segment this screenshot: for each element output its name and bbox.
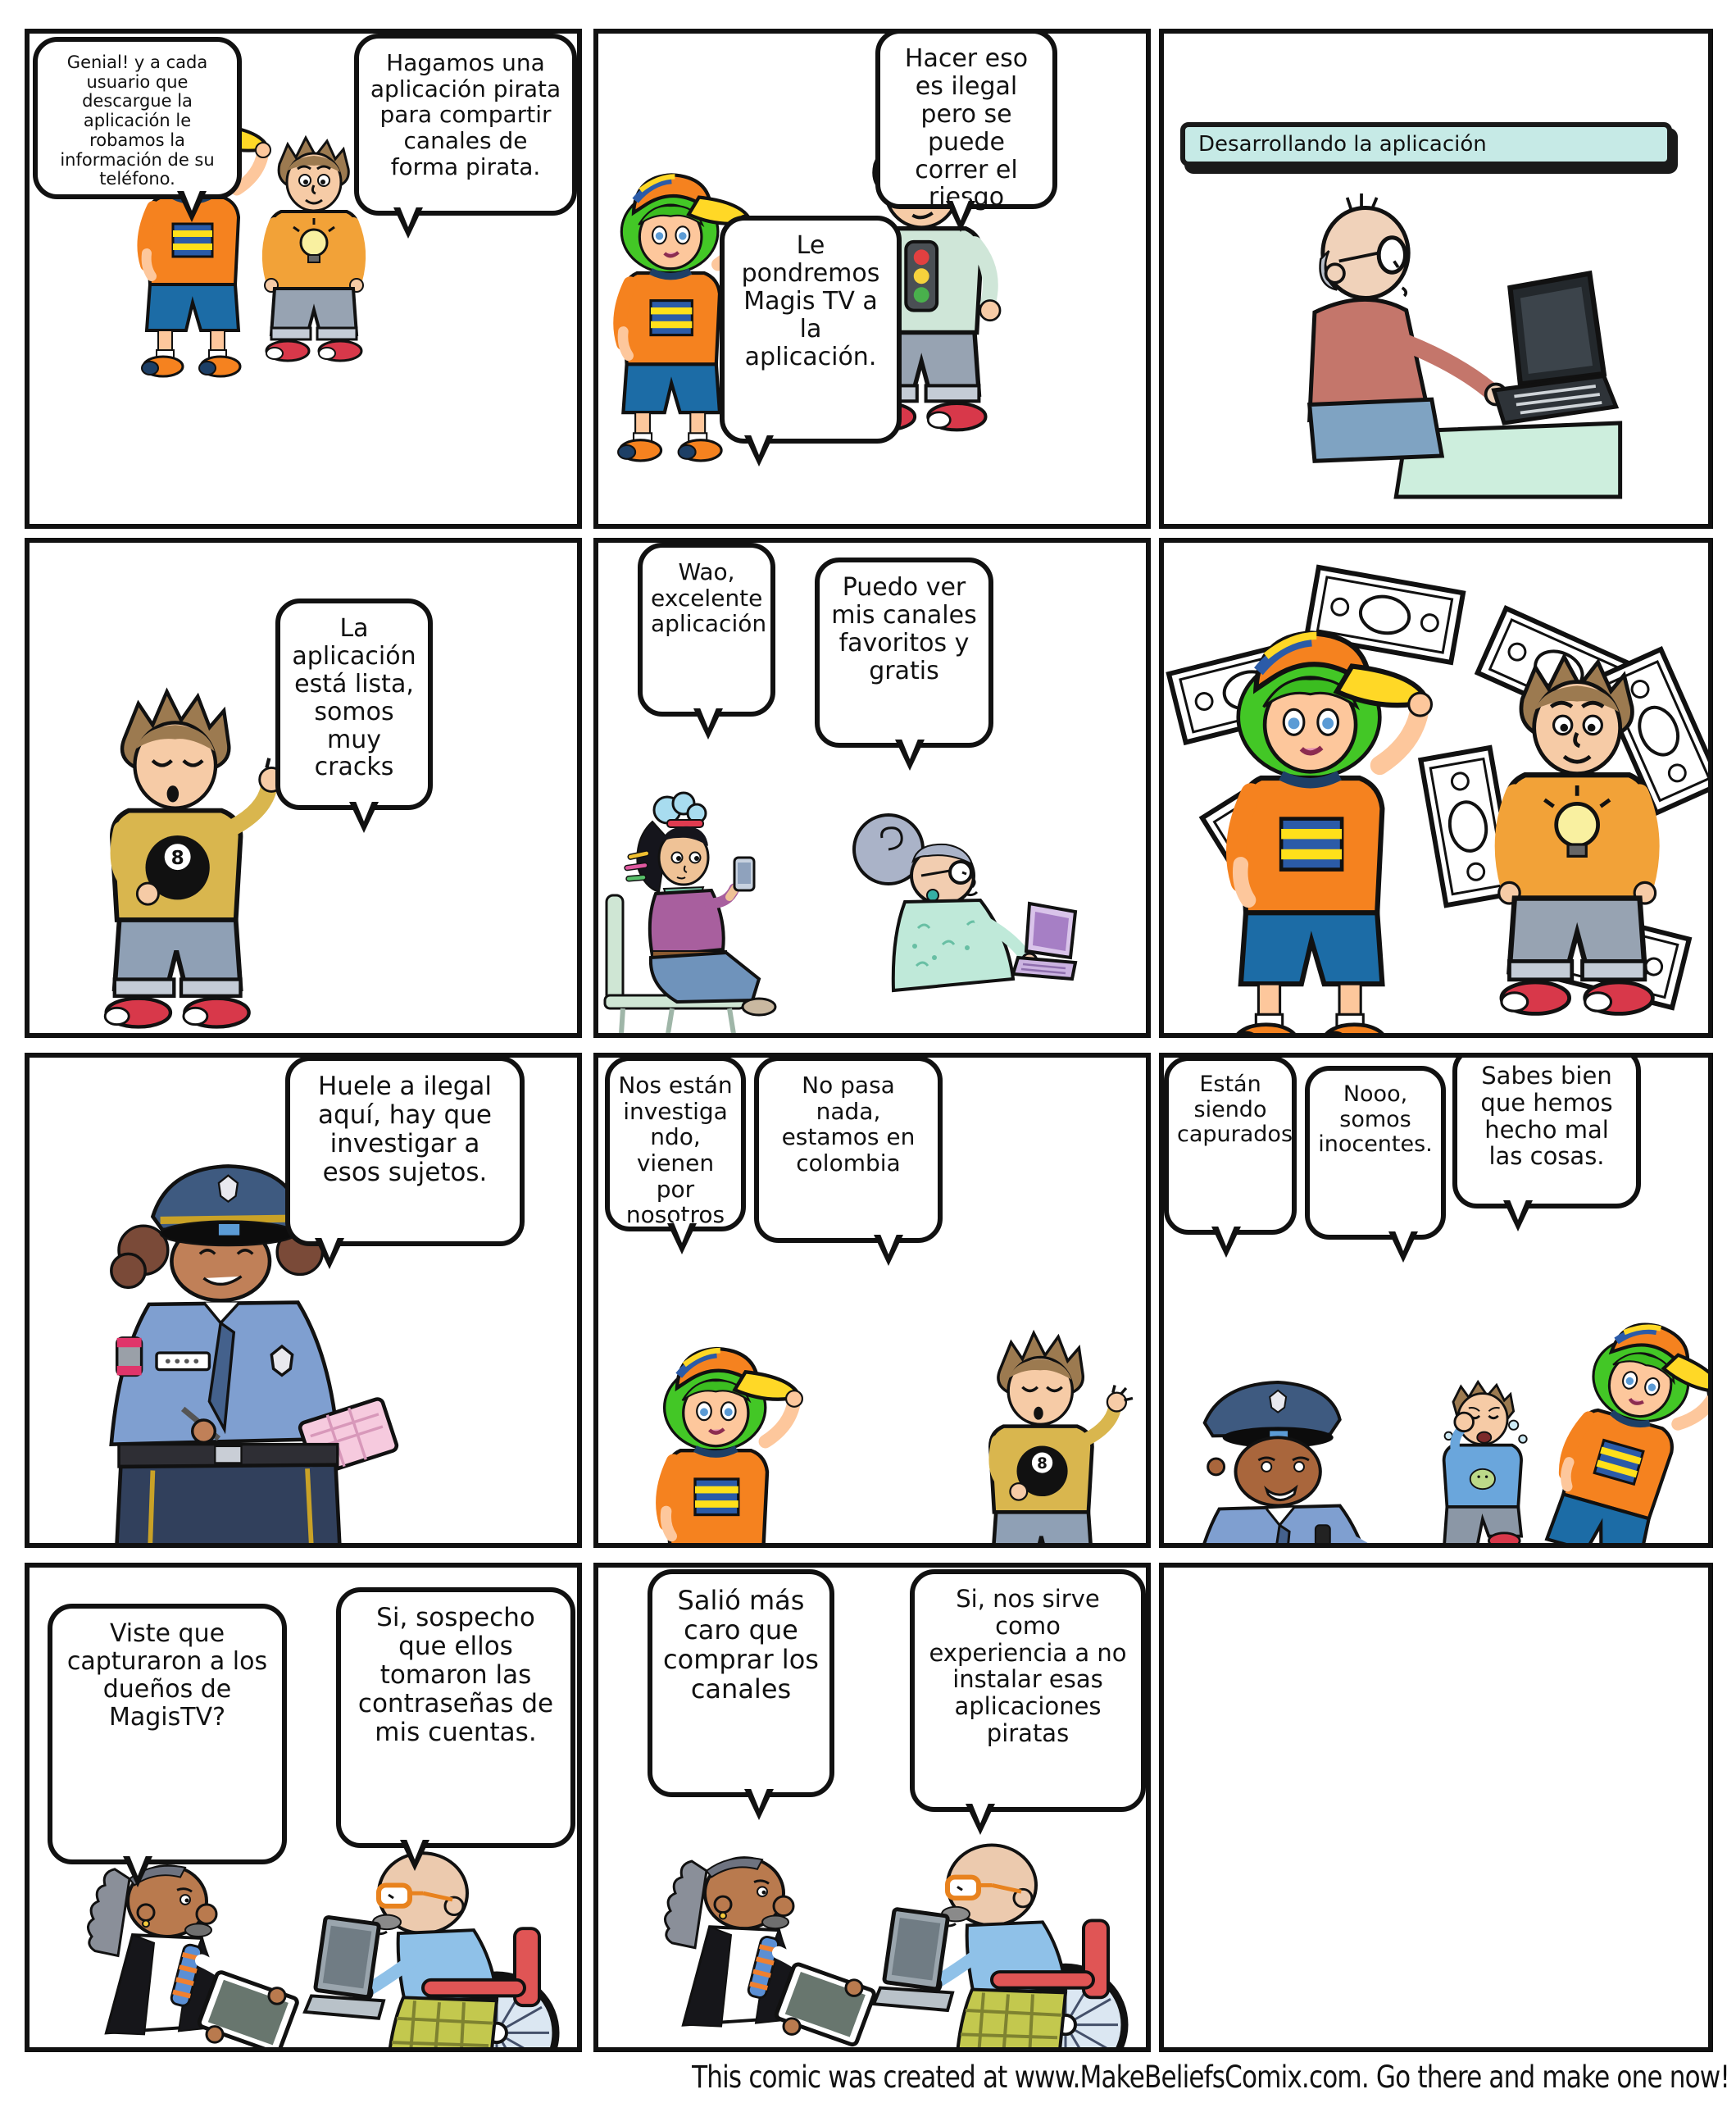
speech-bubble xyxy=(354,34,577,216)
speech-bubble xyxy=(815,558,993,748)
panel-6 xyxy=(1159,538,1713,1038)
bubble-tail xyxy=(693,708,723,740)
speech-text: Wao, excelente aplicación xyxy=(651,558,767,638)
bubble-tail xyxy=(966,1804,995,1835)
bubble-tail xyxy=(400,1840,429,1871)
bubble-tail xyxy=(895,740,925,771)
speech-text: Puedo ver mis canales favoritos y gratis xyxy=(831,573,977,685)
panel-5 xyxy=(593,538,1151,1038)
bubble-tail xyxy=(177,191,207,222)
speech-text: Huele a ilegal aquí, hay que investigar a esos sujetos. xyxy=(317,1072,492,1188)
crying-kid xyxy=(1444,1381,1527,1543)
panel-10 xyxy=(25,1563,582,2052)
panel-3 xyxy=(1159,29,1713,529)
bubble-tail xyxy=(667,1223,697,1254)
bubble-tail xyxy=(1388,1231,1418,1263)
panel-4 xyxy=(25,538,582,1038)
green-haired-kid xyxy=(661,1349,802,1543)
panel-3-scene xyxy=(1164,34,1708,524)
bubble-tail xyxy=(744,1789,774,1820)
speech-bubble xyxy=(605,1056,746,1231)
speech-bubble xyxy=(48,1604,287,1864)
man-in-wheelchair-with-laptop xyxy=(305,1853,556,2047)
bubble-tail xyxy=(744,435,774,467)
panel-6-scene xyxy=(1164,543,1708,1033)
bubble-tail xyxy=(349,802,379,833)
speech-bubble xyxy=(285,1056,525,1246)
bubble-tail xyxy=(1503,1200,1533,1231)
speech-text: Sabes bien que hemos hecho mal las cosas. xyxy=(1480,1062,1613,1171)
speech-bubble xyxy=(910,1569,1146,1812)
man-with-tablet xyxy=(665,1858,875,2046)
speech-bubble xyxy=(638,543,775,717)
speech-bubble xyxy=(33,37,242,199)
woman-with-phone xyxy=(605,793,775,1033)
speech-bubble xyxy=(754,1056,943,1243)
panel-7 xyxy=(25,1053,582,1548)
eight-ball-shirt-kid xyxy=(105,692,292,1027)
panel-8 xyxy=(593,1053,1151,1548)
speech-text: Le pondremos Magis TV a la aplicación. xyxy=(741,231,880,371)
speech-bubble xyxy=(1164,1056,1297,1235)
caption-text: Desarrollando la aplicación xyxy=(1198,132,1487,157)
bubble-tail xyxy=(315,1238,344,1269)
bubble-tail xyxy=(393,207,423,239)
panel-12 xyxy=(1159,1563,1713,2052)
speech-text: Genial! y a cada usuario que descargue la aplicación le robamos la información de su teléfono. xyxy=(60,52,215,189)
grandma-with-laptop xyxy=(854,815,1075,990)
panel-2 xyxy=(593,29,1151,529)
bubble-tail xyxy=(1211,1227,1241,1258)
speech-text: Están siendo capurados xyxy=(1177,1072,1293,1147)
speech-text: Si, sospecho que ellos tomaron las contraseñas de mis cuentas. xyxy=(357,1603,554,1748)
lightbulb-shirt-kid xyxy=(265,138,363,361)
speech-text: Salió más caro que comprar los canales xyxy=(663,1585,819,1705)
speech-bubble xyxy=(648,1569,834,1797)
panel-9 xyxy=(1159,1053,1713,1548)
speech-bubble xyxy=(1452,1053,1641,1208)
policeman xyxy=(1188,1382,1416,1543)
green-haired-kid xyxy=(1234,633,1432,1033)
bubble-tail xyxy=(874,1235,903,1266)
bubble-tail xyxy=(946,201,975,232)
panel-1 xyxy=(25,29,582,529)
footer-credit: This comic was created at www.MakeBeliefsComix.com. Go there and make one now! xyxy=(692,2060,1729,2095)
speech-text: Viste que capturaron a los dueños de MagisTV? xyxy=(66,1619,268,1732)
panel-11 xyxy=(593,1563,1151,2052)
man-with-tablet xyxy=(88,1866,298,2047)
speech-text: No pasa nada, estamos en colombia xyxy=(781,1072,916,1177)
speech-bubble xyxy=(720,216,902,444)
speech-text: Nooo, somos inocentes. xyxy=(1318,1081,1433,1157)
speech-bubble xyxy=(336,1587,575,1848)
developer-at-laptop xyxy=(1310,193,1620,497)
speech-text: La aplicación está lista, somos muy cracks xyxy=(292,614,416,782)
speech-text: Si, nos sirve como experiencia a no instalar esas aplicaciones piratas xyxy=(929,1585,1127,1747)
speech-bubble xyxy=(1305,1066,1446,1240)
man-in-wheelchair-with-laptop xyxy=(874,1845,1125,2047)
speech-bubble xyxy=(275,599,433,810)
eight-ball-shirt-kid xyxy=(984,1333,1133,1543)
green-haired-kid xyxy=(1529,1312,1708,1543)
speech-text: Nos están investigando, vienen por nosotros xyxy=(618,1072,733,1229)
speech-text: Hagamos una aplicación pirata para compartir canales de forma pirata. xyxy=(370,49,561,180)
speech-bubble xyxy=(875,29,1057,212)
bubble-tail xyxy=(123,1856,152,1887)
caption-box xyxy=(1180,122,1672,166)
speech-text: Hacer eso es ilegal pero se puede correr el riesgo xyxy=(904,44,1029,212)
